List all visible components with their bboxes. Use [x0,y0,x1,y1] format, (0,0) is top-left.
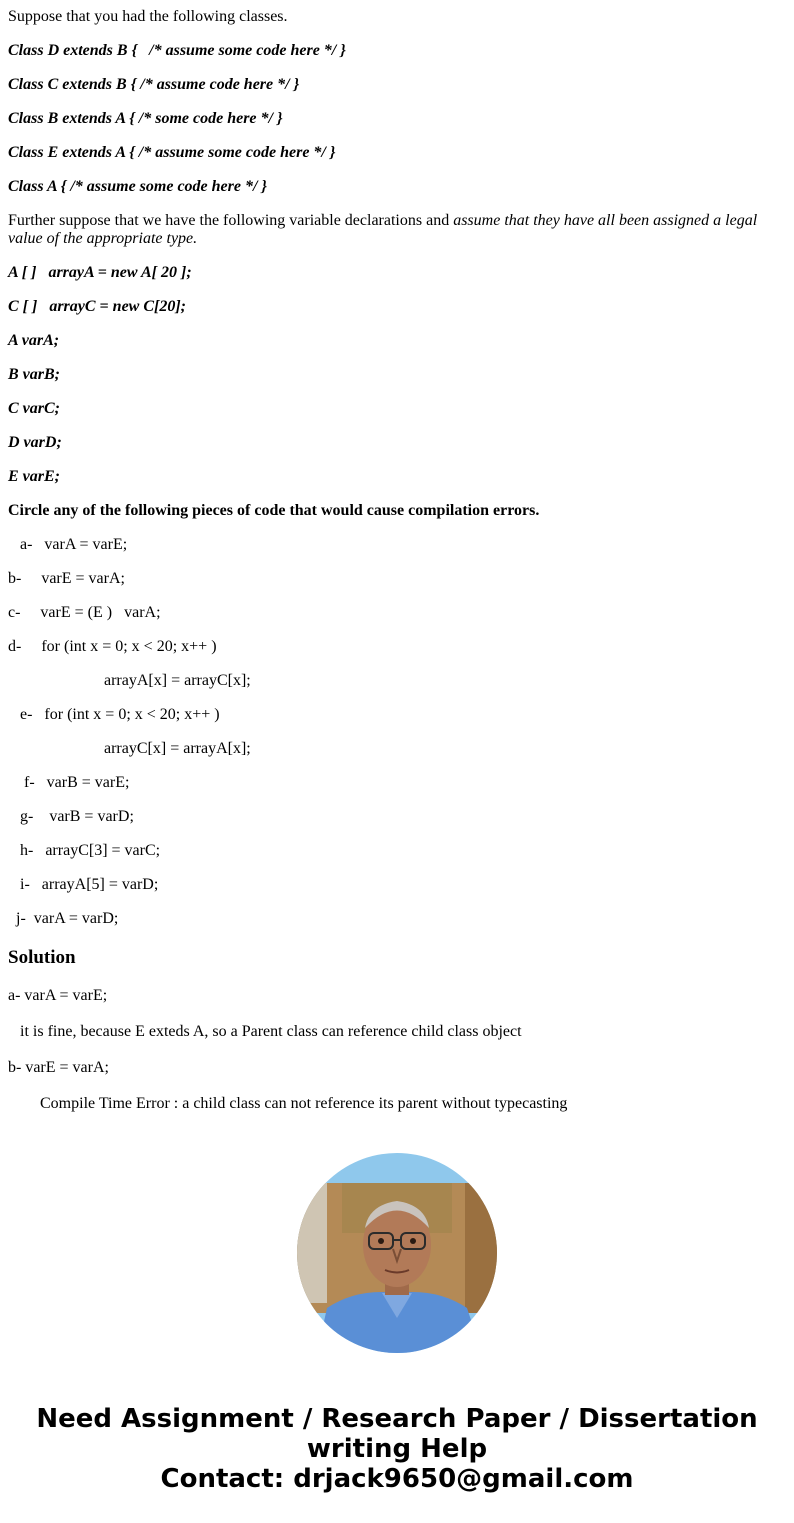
banner-line-2: writing Help [306,1434,488,1464]
further-italic-text: assume that they have all been assigned a legal value of the appropriate type. [8,212,758,247]
banner-line-1: Need Assignment / Research Paper / Dissertation [36,1404,758,1434]
class-definition: Class A { /* assume some code here */ } [8,178,267,195]
solution-line: b- varE = varA; [8,1059,109,1076]
class-definition: Class E extends A { /* assume some code here */ } [8,144,336,161]
further-plain-text: Further suppose that we have the following variable declarations and [8,212,454,229]
class-definition: Class C extends B { /* assume code here */ } [8,76,300,93]
code-option: arrayC[x] = arrayA[x]; [8,740,251,757]
variable-declaration: A varA; [8,332,60,349]
author-photo [297,1153,497,1353]
variable-declaration: E varE; [8,468,60,485]
solution-heading: Solution [8,947,76,968]
variable-declaration: C [ ] arrayC = new C[20]; [8,298,186,315]
variable-declaration: C varC; [8,400,60,417]
code-option: e- for (int x = 0; x < 20; x++ ) [8,706,220,723]
code-option: a- varA = varE; [8,536,128,553]
code-option: g- varB = varD; [8,808,134,825]
code-option: j- varA = varD; [8,910,119,927]
code-option: h- arrayC[3] = varC; [8,842,161,859]
code-option: arrayA[x] = arrayC[x]; [8,672,251,689]
code-option: b- varE = varA; [8,570,125,587]
contact-banner [0,1404,794,1494]
code-option: c- varE = (E ) varA; [8,604,161,621]
question-instruction: Circle any of the following pieces of code that would cause compilation errors. [8,502,540,519]
author-portrait-image [297,1153,497,1353]
variable-declaration: B varB; [8,366,60,383]
class-definition: Class D extends B { /* assume some code here */ } [8,42,346,59]
contact-email: Contact: drjack9650@gmail.com [160,1464,634,1494]
solution-line: a- varA = varE; [8,987,108,1004]
solution-line: Compile Time Error : a child class can not reference its parent without typecasting [8,1095,568,1112]
solution-line: it is fine, because E exteds A, so a Parent class can reference child class object [8,1023,522,1040]
class-definition: Class B extends A { /* some code here */ } [8,110,283,127]
code-option: f- varB = varE; [8,774,130,791]
variable-declaration: D varD; [8,434,62,451]
question-intro: Suppose that you had the following classes. [8,8,288,25]
code-option: i- arrayA[5] = varD; [8,876,159,893]
further-paragraph [8,212,786,248]
code-option: d- for (int x = 0; x < 20; x++ ) [8,638,217,655]
variable-declaration: A [ ] arrayA = new A[ 20 ]; [8,264,192,281]
